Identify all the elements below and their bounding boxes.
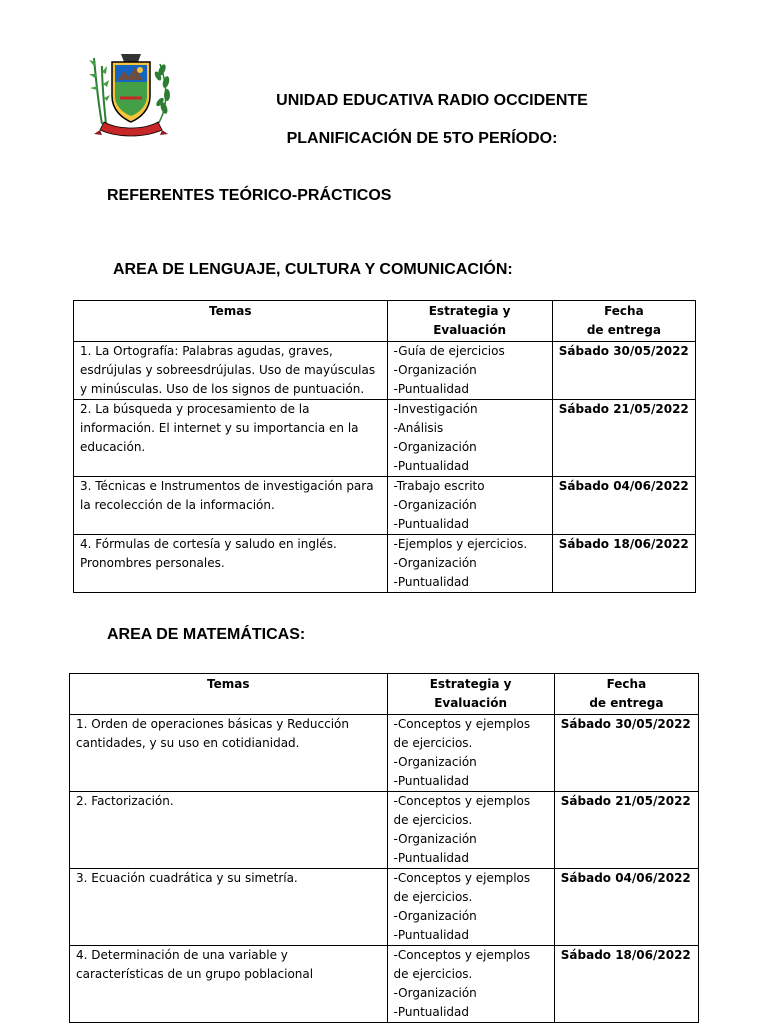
estrategia-cell — [387, 477, 552, 535]
tema-cell — [70, 792, 388, 869]
estrategia-cell-line: -Puntualidad — [393, 382, 469, 396]
estrategia-cell-line: -Puntualidad — [393, 517, 469, 531]
table-row — [70, 869, 699, 946]
table-row — [74, 535, 696, 593]
lenguaje-table — [73, 300, 696, 593]
tema-cell-line: la recolección de la información. — [80, 498, 275, 512]
fecha-cell: Sábado 04/06/2022 — [554, 869, 698, 946]
fecha-cell: Sábado 18/06/2022 — [554, 946, 698, 1023]
estrategia-cell-line: -Ejemplos y ejercicios. — [393, 537, 528, 551]
estrategia-cell-line: -Organización — [393, 556, 477, 570]
fecha-cell: Sábado 21/05/2022 — [554, 792, 698, 869]
estrategia-cell-line: de ejercicios. — [393, 890, 473, 904]
estrategia-cell-line: -Conceptos y ejemplos — [393, 717, 531, 731]
header-estrategia: Estrategia y Evaluación — [387, 674, 554, 715]
fecha-cell: Sábado 30/05/2022 — [554, 715, 698, 792]
tema-cell-line: 3. Técnicas e Instrumentos de investigación para — [80, 479, 374, 493]
tema-cell — [74, 400, 388, 477]
fecha-cell: Sábado 30/05/2022 — [552, 342, 695, 400]
tema-cell — [70, 715, 388, 792]
tema-cell-line: características de un grupo poblacional — [76, 967, 314, 981]
estrategia-cell-line: -Trabajo escrito — [393, 479, 485, 493]
table-header-row — [70, 674, 699, 715]
estrategia-cell-line: -Puntualidad — [393, 851, 469, 865]
table-row — [70, 715, 699, 792]
school-name: UNIDAD EDUCATIVA RADIO OCCIDENTE — [276, 92, 588, 109]
tema-cell-line: cantidades, y su uso en cotidianidad. — [76, 736, 300, 750]
tema-cell-line: información. El internet y su importancia en la — [80, 421, 359, 435]
tema-cell — [70, 869, 388, 946]
estrategia-cell-line: -Puntualidad — [393, 774, 469, 788]
tema-cell-line: 1. Orden de operaciones básicas y Reducción — [76, 717, 349, 731]
tema-cell-line: educación. — [80, 440, 146, 454]
header-temas: Temas — [70, 674, 388, 715]
tema-cell-line: 3. Ecuación cuadrática y su simetría. — [76, 871, 298, 885]
table-row — [74, 400, 696, 477]
tema-cell-line: 2. Factorización. — [76, 794, 174, 808]
fecha-cell: Sábado 04/06/2022 — [552, 477, 695, 535]
estrategia-cell-line: -Organización — [393, 498, 477, 512]
header-temas: Temas — [74, 301, 388, 342]
table-row — [70, 792, 699, 869]
table-row — [74, 342, 696, 400]
estrategia-cell-line: -Conceptos y ejemplos — [393, 871, 531, 885]
tema-cell — [74, 342, 388, 400]
estrategia-cell-line: -Organización — [393, 363, 477, 377]
estrategia-cell-line: -Organización — [393, 832, 477, 846]
estrategia-cell-line: -Puntualidad — [393, 459, 469, 473]
matematicas-table — [69, 673, 699, 1023]
estrategia-cell-line: -Organización — [393, 909, 477, 923]
tema-cell-line: 4. Fórmulas de cortesía y saludo en inglés. — [80, 537, 337, 551]
estrategia-cell-line: -Investigación — [393, 402, 478, 416]
estrategia-cell-line: de ejercicios. — [393, 967, 473, 981]
tema-cell-line: Pronombres personales. — [80, 556, 225, 570]
estrategia-cell — [387, 715, 554, 792]
table-row — [74, 477, 696, 535]
estrategia-cell — [387, 869, 554, 946]
estrategia-cell-line: -Guía de ejercicios — [393, 344, 505, 358]
table-header-row — [74, 301, 696, 342]
tema-cell-line: 1. La Ortografía: Palabras agudas, graves, — [80, 344, 333, 358]
plan-title: PLANIFICACIÓN DE 5TO PERÍODO: — [286, 130, 558, 147]
estrategia-cell-line: -Organización — [393, 440, 477, 454]
header-fecha: Fecha de entrega — [554, 674, 698, 715]
estrategia-cell-line: -Puntualidad — [393, 1005, 469, 1019]
estrategia-cell-line: -Organización — [393, 986, 477, 1000]
header-estrategia: Estrategia y Evaluación — [387, 301, 552, 342]
fecha-cell: Sábado 21/05/2022 — [552, 400, 695, 477]
header-fecha: Fecha de entrega — [552, 301, 695, 342]
tema-cell — [70, 946, 388, 1023]
estrategia-cell — [387, 342, 552, 400]
section-title: REFERENTES TEÓRICO-PRÁCTICOS — [107, 187, 392, 204]
tema-cell-line: y minúsculas. Uso de los signos de puntuación. — [80, 382, 365, 396]
estrategia-cell-line: de ejercicios. — [393, 736, 473, 750]
tema-cell-line: esdrújulas y sobreesdrújulas. Uso de mayúsculas — [80, 363, 376, 377]
estrategia-cell-line: -Puntualidad — [393, 928, 469, 942]
estrategia-cell — [387, 400, 552, 477]
tema-cell-line: 2. La búsqueda y procesamiento de la — [80, 402, 310, 416]
estrategia-cell-line: -Conceptos y ejemplos — [393, 794, 531, 808]
tema-cell — [74, 477, 388, 535]
lenguaje-heading: AREA DE LENGUAJE, CULTURA Y COMUNICACIÓN: — [113, 261, 513, 278]
fecha-cell: Sábado 18/06/2022 — [552, 535, 695, 593]
table-row — [70, 946, 699, 1023]
estrategia-cell — [387, 792, 554, 869]
estrategia-cell — [387, 535, 552, 593]
tema-cell — [74, 535, 388, 593]
estrategia-cell-line: -Puntualidad — [393, 575, 469, 589]
estrategia-cell — [387, 946, 554, 1023]
matematicas-heading: AREA DE MATEMÁTICAS: — [107, 626, 306, 643]
estrategia-cell-line: -Análisis — [393, 421, 444, 435]
estrategia-cell-line: -Organización — [393, 755, 477, 769]
estrategia-cell-line: -Conceptos y ejemplos — [393, 948, 531, 962]
estrategia-cell-line: de ejercicios. — [393, 813, 473, 827]
tema-cell-line: 4. Determinación de una variable y — [76, 948, 288, 962]
